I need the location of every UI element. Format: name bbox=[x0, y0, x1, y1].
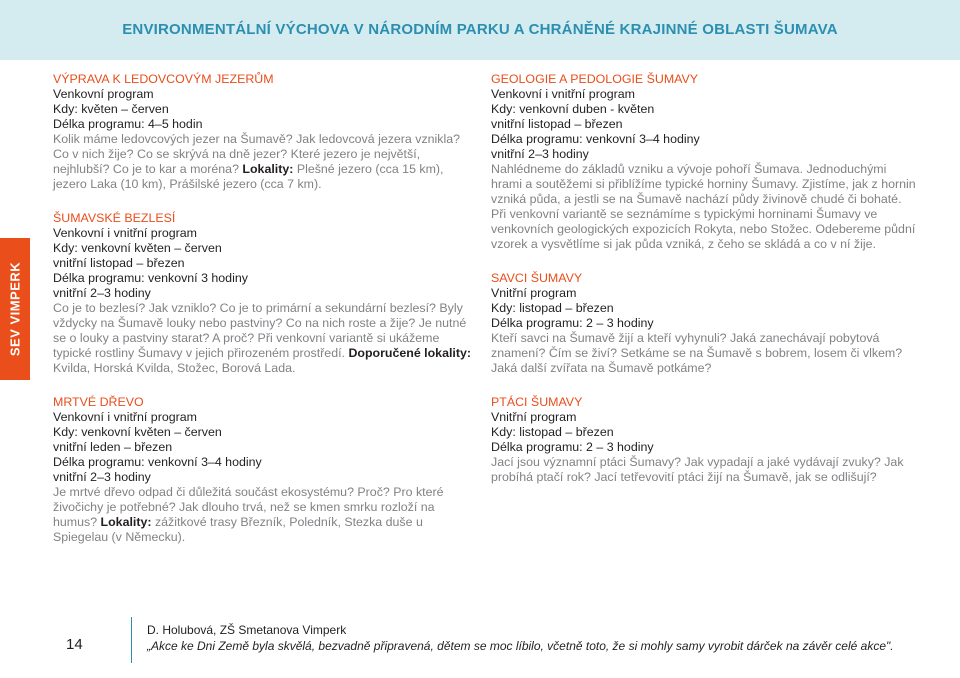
program-duration: Délka programu: 2 – 3 hodiny bbox=[491, 440, 654, 454]
program-duration: Délka programu: venkovní 3–4 hodiny bbox=[53, 455, 262, 469]
program-when: Kdy: květen – červen bbox=[53, 102, 169, 116]
program-duration-indoor: vnitřní 2–3 hodiny bbox=[53, 470, 151, 484]
section-description bbox=[53, 132, 473, 192]
section-title: SAVCI ŠUMAVY bbox=[491, 271, 583, 285]
footer-quote: „Akce ke Dni Země byla skvělá, bezvadně připravená, dětem se moc líbilo, včetně toto, že si mohly samy vyrobit dárček na závěr celé akce". bbox=[147, 639, 894, 653]
description-text: Je mrtvé dřevo odpad či důležitá součást ekosystému? Proč? Pro které živočichy je potřebné? Jak dlouho trvá, než se kmen smrku rozloží na humus? bbox=[53, 485, 444, 529]
section-title: MRTVÉ DŘEVO bbox=[53, 395, 144, 409]
section-sumavske-bezlesi bbox=[53, 211, 473, 376]
page-header bbox=[0, 0, 960, 60]
program-type: Vnitřní program bbox=[491, 410, 577, 424]
locality-text: Plešné jezero (cca 15 km), jezero Laka (10 km), Prášilské jezero (cca 7 km). bbox=[53, 162, 444, 191]
section-title: PTÁCI ŠUMAVY bbox=[491, 395, 583, 409]
program-type: Venkovní i vnitřní program bbox=[53, 410, 197, 424]
page-number: 14 bbox=[66, 636, 83, 653]
page-title: ENVIRONMENTÁLNÍ VÝCHOVA V NÁRODNÍM PARKU A CHRÁNĚNÉ KRAJINNÉ OBLASTI ŠUMAVA bbox=[122, 21, 838, 38]
program-when: Kdy: venkovní květen – červen bbox=[53, 425, 222, 439]
program-when: Kdy: listopad – březen bbox=[491, 301, 614, 315]
section-description: Nahlédneme do základů vzniku a vývoje pohoří Šumava. Jednoduchými hrami a soutěžemi si přiblížíme typické horniny Šumavy. Zjistíme, jak z hornin vzniká půda, a jestli se na Šumavě nachází půdy živinově chudé či bohaté. Při venkovní variantě se seznámíme s typickými horninami Šumavy ve venkovních geologických expozicích Rokyta, nebo Stožec. Odebereme půdní vzorek a vysvětlíme si jak půda vzniká, z čeho se skládá a co v ní žije. bbox=[491, 162, 916, 251]
program-when-indoor: vnitřní leden – březen bbox=[53, 440, 173, 454]
section-title: VÝPRAVA K LEDOVCOVÝM JEZERŮM bbox=[53, 72, 274, 86]
right-column bbox=[491, 72, 916, 504]
section-title: ŠUMAVSKÉ BEZLESÍ bbox=[53, 211, 176, 225]
description-text: Kolik máme ledovcových jezer na Šumavě? Jak ledovcová jezera vznikla? Co v nich žije? Co se skrývá na dně jezer? Které jezero je největší, nejhlubší? Co je to kar a moréna? bbox=[53, 132, 461, 176]
program-when-indoor: vnitřní listopad – březen bbox=[53, 256, 185, 270]
program-when: Kdy: listopad – březen bbox=[491, 425, 614, 439]
section-savci bbox=[491, 271, 916, 376]
locality-label: Lokality: bbox=[100, 515, 152, 529]
section-mrtve-drevo bbox=[53, 395, 473, 545]
description-text: Co je to bezlesí? Jak vzniklo? Co je to primární a sekundární bezlesí? Byly vždycky na Šumavě louky nebo pastviny? Co na nich roste a žije? Je nutné se o louky a pastviny starat? A proč? Při venkovní variantě si ukážeme typické rostliny Šumavy v jejich přirozeném prostředí. bbox=[53, 301, 467, 360]
program-duration: Délka programu: 4–5 hodin bbox=[53, 117, 203, 131]
program-duration: Délka programu: venkovní 3 hodiny bbox=[53, 271, 248, 285]
footer-author: D. Holubová, ZŠ Smetanova Vimperk bbox=[147, 623, 347, 637]
program-when-indoor: vnitřní listopad – březen bbox=[491, 117, 623, 131]
program-type: Vnitřní program bbox=[491, 286, 577, 300]
section-ptaci bbox=[491, 395, 916, 485]
program-duration-indoor: vnitřní 2–3 hodiny bbox=[491, 147, 589, 161]
locality-label: Lokality: bbox=[242, 162, 294, 176]
section-description: Kteří savci na Šumavě žijí a kteří vyhynuli? Jaká zanechávají pobytová znamení? Čím se živí? Setkáme se na Šumavě s bobrem, losem či vlkem? Jaká další zvířata na Šumavě potkáme? bbox=[491, 331, 903, 375]
locality-text: Kvilda, Horská Kvilda, Stožec, Borová Lada. bbox=[53, 361, 296, 375]
program-duration-indoor: vnitřní 2–3 hodiny bbox=[53, 286, 151, 300]
side-tab bbox=[0, 238, 30, 380]
program-type: Venkovní i vnitřní program bbox=[491, 87, 635, 101]
program-duration: Délka programu: venkovní 3–4 hodiny bbox=[491, 132, 700, 146]
section-description: Jací jsou významní ptáci Šumavy? Jak vypadají a jaké vydávají zvuky? Jak probíhá ptačí rok? Jací tetřevovití ptáci žijí na Šumavě, jak se odlišují? bbox=[491, 455, 904, 484]
section-description bbox=[53, 301, 473, 376]
section-description bbox=[53, 485, 473, 545]
section-ledovcova-jezera bbox=[53, 72, 473, 192]
section-title: GEOLOGIE A PEDOLOGIE ŠUMAVY bbox=[491, 72, 699, 86]
section-geologie bbox=[491, 72, 916, 252]
left-column bbox=[53, 72, 473, 564]
side-tab-label: SEV VIMPERK bbox=[7, 261, 23, 357]
program-when: Kdy: venkovní květen – červen bbox=[53, 241, 222, 255]
program-type: Venkovní program bbox=[53, 87, 154, 101]
program-duration: Délka programu: 2 – 3 hodiny bbox=[491, 316, 654, 330]
program-when: Kdy: venkovní duben - květen bbox=[491, 102, 655, 116]
footer-divider bbox=[131, 617, 132, 663]
locality-text: zážitkové trasy Březník, Poledník, Stezka duše u Spiegelau (v Německu). bbox=[53, 515, 423, 544]
locality-label: Doporučené lokality: bbox=[348, 346, 471, 360]
program-type: Venkovní i vnitřní program bbox=[53, 226, 197, 240]
